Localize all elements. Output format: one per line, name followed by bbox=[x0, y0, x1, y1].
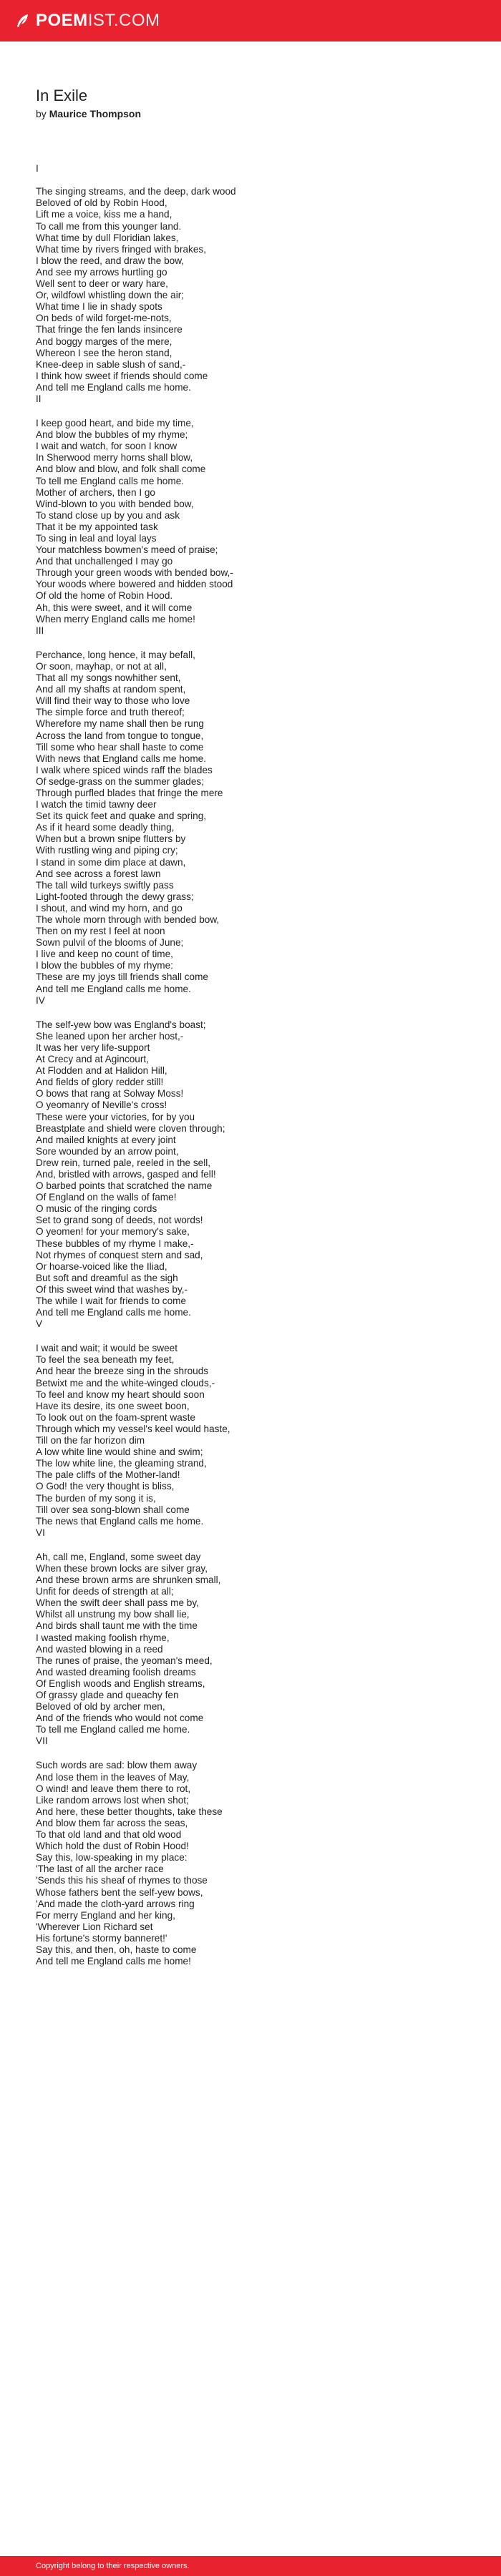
poem-line: Till on the far horizon dim bbox=[36, 1435, 145, 1446]
poem-line: O wind! and leave them there to rot, bbox=[36, 1783, 191, 1794]
poem-line: Or soon, mayhap, or not at all, bbox=[36, 660, 167, 672]
poem-line: A low white line would shine and swim; bbox=[36, 1446, 203, 1458]
poem-line: Of England on the walls of fame! bbox=[36, 1192, 177, 1203]
poem-line: The self-yew bow was England's boast; bbox=[36, 1019, 206, 1030]
poem-line: Perchance, long hence, it may befall, bbox=[36, 649, 195, 660]
poem-line: With rustling wing and piping cry; bbox=[36, 845, 178, 856]
poem-line: Light-footed through the dewy grass; bbox=[36, 891, 194, 902]
poem-line: And boggy marges of the mere, bbox=[36, 336, 172, 347]
poem-line: These were your victories, for by you bbox=[36, 1111, 195, 1122]
poem-line: And, bristled with arrows, gasped and fell! bbox=[36, 1168, 216, 1180]
poem-line: But soft and dreamful as the sigh bbox=[36, 1272, 178, 1283]
poem-line: The while I wait for friends to come bbox=[36, 1296, 187, 1306]
poem-line: The singing streams, and the deep, dark wood bbox=[36, 186, 236, 197]
poem-line: Whereon I see the heron stand, bbox=[36, 347, 172, 358]
poem-line: Then on my rest I feel at noon bbox=[36, 926, 165, 937]
poem-line: And tell me England calls me home. bbox=[36, 983, 191, 994]
poem-line: And birds shall taunt me with the time bbox=[36, 1620, 198, 1632]
poem-line: And see my arrows hurtling go bbox=[36, 266, 167, 278]
poem-line: I blow the bubbles of my rhyme: bbox=[36, 960, 173, 971]
poem-stanza bbox=[36, 1552, 480, 1748]
poem-line: To tell me England called me home. bbox=[36, 1724, 190, 1735]
poem-line: Breastplate and shield were cloven through; bbox=[36, 1122, 225, 1134]
poem-line: 'Wherever Lion Richard set bbox=[36, 1921, 153, 1932]
poem-line: Have its desire, its one sweet boon, bbox=[36, 1400, 190, 1411]
poem-line: To that old land and that old wood bbox=[36, 1829, 182, 1841]
poem-line: O yeomen! for your memory's sake, bbox=[36, 1226, 190, 1238]
author-link[interactable]: Maurice Thompson bbox=[49, 108, 142, 119]
poem-line: Whilst all unstrung my bow shall lie, bbox=[36, 1609, 190, 1620]
poem-line: IV bbox=[36, 994, 45, 1006]
poem-line: The low white line, the gleaming strand, bbox=[36, 1458, 207, 1469]
poem-line: And mailed knights at every joint bbox=[36, 1134, 176, 1145]
poem-line: I watch the timid tawny deer bbox=[36, 799, 157, 810]
poem-line: To sing in leal and loyal lays bbox=[36, 533, 157, 544]
poem-line: I blow the reed, and draw the bow, bbox=[36, 255, 185, 266]
poem-line: Through purfled blades that fringe the mere bbox=[36, 787, 223, 798]
poem-line: Will find their way to those who love bbox=[36, 695, 190, 707]
poem-line: Of English woods and English streams, bbox=[36, 1678, 205, 1689]
poem-line: VI bbox=[36, 1527, 45, 1538]
poem-line: Well sent to deer or wary hare, bbox=[36, 278, 168, 290]
poem-line: O barbed points that scratched the name bbox=[36, 1180, 213, 1192]
poem-line: Beloved of old by Robin Hood, bbox=[36, 197, 167, 209]
poem-line: To call me from this younger land. bbox=[36, 220, 182, 232]
poem-line: That fringe the fen lands insincere bbox=[36, 324, 183, 336]
poem-line: To stand close up by you and ask bbox=[36, 509, 180, 521]
poem-line: I walk where spiced winds raff the blades bbox=[36, 764, 213, 775]
quill-icon bbox=[14, 13, 30, 29]
poem-line: Which hold the dust of Robin Hood! bbox=[36, 1841, 189, 1852]
poem-line: At Flodden and at Halidon Hill, bbox=[36, 1065, 167, 1077]
poem-line: And tell me England calls me home! bbox=[36, 1956, 191, 1967]
poem-content bbox=[36, 86, 480, 1980]
poem-line: Say this, low-speaking in my place: bbox=[36, 1852, 188, 1864]
poem-line: Till some who hear shall haste to come bbox=[36, 741, 204, 753]
poem-line: And here, these better thoughts, take these bbox=[36, 1806, 223, 1817]
poem-line: Mother of archers, then I go bbox=[36, 486, 155, 498]
poem-line: Lift me a voice, kiss me a hand, bbox=[36, 209, 172, 220]
poem-line: O bows that rang at Solway Moss! bbox=[36, 1088, 184, 1100]
byline bbox=[36, 107, 480, 120]
poem-line: And fields of glory redder still! bbox=[36, 1077, 164, 1088]
poem-line: II bbox=[36, 393, 42, 404]
poem-line: Beloved of old by archer men, bbox=[36, 1701, 165, 1713]
poem-line: When but a brown snipe flutters by bbox=[36, 833, 186, 845]
poem-line: I bbox=[36, 163, 39, 175]
poem-line: I stand in some dim place at dawn, bbox=[36, 856, 186, 868]
poem-line: 'Sends this his sheaf of rhymes to those bbox=[36, 1875, 208, 1886]
poem-line: These bubbles of my rhyme I make,- bbox=[36, 1238, 194, 1249]
poem-stanza bbox=[36, 418, 480, 637]
poem-line: The news that England calls me home. bbox=[36, 1515, 204, 1527]
poem-line: That it be my appointed task bbox=[36, 521, 158, 532]
poem-line bbox=[36, 175, 480, 186]
poem-stanza bbox=[36, 1019, 480, 1331]
poem-line: Betwixt me and the white-winged clouds,- bbox=[36, 1377, 215, 1389]
logo-text-light: IST.COM bbox=[87, 11, 160, 30]
poem-line: Your matchless bowmen's meed of praise; bbox=[36, 544, 218, 556]
poem-line: Of this sweet wind that washes by,- bbox=[36, 1283, 188, 1295]
poem-line: To look out on the foam-sprent waste bbox=[36, 1411, 195, 1423]
poem-line: The whole morn through with bended bow, bbox=[36, 914, 220, 925]
poem-line: Through which my vessel's keel would haste, bbox=[36, 1423, 230, 1434]
logo-text-bold: POEM bbox=[36, 11, 88, 30]
poem-line: It was her very life-support bbox=[36, 1042, 150, 1053]
poem-line: To feel and know my heart should soon bbox=[36, 1389, 205, 1400]
poem-line: These are my joys till friends shall come bbox=[36, 971, 208, 983]
poem-line: At Crecy and at Agincourt, bbox=[36, 1054, 149, 1065]
poem-line: And blow them far across the seas, bbox=[36, 1817, 188, 1828]
poem-title: In Exile bbox=[36, 87, 88, 104]
poem-line: Drew rein, turned pale, reeled in the sell, bbox=[36, 1157, 211, 1168]
poem-line: Like random arrows lost when shot; bbox=[36, 1794, 189, 1806]
poem-line: In Sherwood merry horns shall blow, bbox=[36, 452, 193, 464]
poem-line: Of sedge-grass on the summer glades; bbox=[36, 775, 204, 787]
poem-line: I think how sweet if friends should come bbox=[36, 370, 208, 381]
poem-line: Set to grand song of deeds, not words! bbox=[36, 1215, 203, 1226]
poem-line: And blow and blow, and folk shall come bbox=[36, 464, 206, 475]
poem-line: Of old the home of Robin Hood. bbox=[36, 590, 173, 602]
poem-line: I keep good heart, and bide my time, bbox=[36, 418, 194, 429]
poem-line: And that unchallenged I may go bbox=[36, 556, 173, 567]
poem-line: I live and keep no count of time, bbox=[36, 949, 173, 960]
poem-line: III bbox=[36, 625, 44, 636]
poem-line: O music of the ringing cords bbox=[36, 1203, 157, 1215]
poem-line: As if it heard some deadly thing, bbox=[36, 822, 175, 833]
poem-line: The runes of praise, the yeoman's meed, bbox=[36, 1655, 213, 1666]
poem-line: Across the land from tongue to tongue, bbox=[36, 730, 204, 741]
poem-line: What time by dull Floridian lakes, bbox=[36, 232, 179, 243]
poem-line: Or hoarse-voiced like the Iliad, bbox=[36, 1260, 167, 1272]
poem-stanza bbox=[36, 650, 480, 1007]
poem-line: Such words are sad: blow them away bbox=[36, 1760, 198, 1771]
poem-line: Ah, call me, England, some sweet day bbox=[36, 1551, 201, 1562]
poem-stanza bbox=[36, 152, 480, 405]
poem-line: VII bbox=[36, 1735, 48, 1747]
poem-line: And tell me England calls me home. bbox=[36, 381, 191, 393]
poem-line: With news that England calls me home. bbox=[36, 753, 207, 764]
poem-body bbox=[36, 152, 480, 1967]
poem-line: And of the friends who would not come bbox=[36, 1713, 204, 1724]
poem-line: When the swift deer shall pass me by, bbox=[36, 1597, 199, 1609]
poem-line: Sown pulvil of the blooms of June; bbox=[36, 937, 184, 949]
poem-line: On beds of wild forget-me-nots, bbox=[36, 313, 172, 324]
poem-stanza bbox=[36, 1760, 480, 1967]
poem-line: The tall wild turkeys swiftly pass bbox=[36, 879, 174, 891]
poem-line: The simple force and truth thereof; bbox=[36, 707, 185, 718]
poem-line: Not rhymes of conquest stern and sad, bbox=[36, 1249, 203, 1260]
poem-line: The pale cliffs of the Mother-land! bbox=[36, 1469, 180, 1481]
site-logo[interactable] bbox=[14, 11, 160, 31]
poem-line: And hear the breeze sing in the shrouds bbox=[36, 1366, 209, 1377]
poem-line: Sore wounded by an arrow point, bbox=[36, 1145, 179, 1157]
poem-line: V bbox=[36, 1318, 43, 1330]
poem-line: And lose them in the leaves of May, bbox=[36, 1771, 190, 1783]
poem-line: 'The last of all the archer race bbox=[36, 1864, 164, 1875]
poem-line: Or, wildfowl whistling down the air; bbox=[36, 290, 185, 301]
top-bar bbox=[0, 0, 501, 41]
poem-line: I wait and wait; it would be sweet bbox=[36, 1343, 177, 1354]
poem-line: Say this, and then, oh, haste to come bbox=[36, 1944, 197, 1955]
poem-line: And these brown arms are shrunken small, bbox=[36, 1575, 221, 1586]
poem-line: To feel the sea beneath my feet, bbox=[36, 1354, 175, 1366]
poem-line: Unfit for deeds of strength at all; bbox=[36, 1586, 174, 1597]
poem-line: Wherefore my name shall then be rung bbox=[36, 718, 204, 730]
poem-line: And blow the bubbles of my rhyme; bbox=[36, 429, 188, 441]
poem-line: Wind-blown to you with bended bow, bbox=[36, 498, 194, 509]
poem-line: When merry England calls me home! bbox=[36, 613, 195, 625]
poem-line: That all my songs nowhither sent, bbox=[36, 672, 181, 684]
footer-bar bbox=[0, 2556, 501, 2576]
footer-copyright: Copyright belong to their respective owners. bbox=[36, 2562, 190, 2570]
poem-line: When these brown locks are silver gray, bbox=[36, 1562, 208, 1574]
poem-line bbox=[36, 152, 480, 163]
poem-line: His fortune's stormy banneret!' bbox=[36, 1932, 167, 1944]
poem-line: And tell me England calls me home. bbox=[36, 1307, 191, 1318]
poem-line: I wait and watch, for soon I know bbox=[36, 441, 177, 452]
poem-line: And all my shafts at random spent, bbox=[36, 684, 186, 695]
poem-line: Ah, this were sweet, and it will come bbox=[36, 602, 193, 613]
poem-line: Your woods where bowered and hidden stood bbox=[36, 579, 233, 590]
poem-line: I wasted making foolish rhyme, bbox=[36, 1632, 170, 1643]
poem-line: And see across a forest lawn bbox=[36, 868, 161, 879]
poem-line: 'And made the cloth-yard arrows ring bbox=[36, 1898, 195, 1909]
poem-line: O God! the very thought is bliss, bbox=[36, 1481, 175, 1492]
poem-line: What time I lie in shady spots bbox=[36, 301, 162, 313]
by-label: by bbox=[36, 108, 47, 119]
poem-line: The burden of my song it is, bbox=[36, 1492, 156, 1504]
poem-line: Whose fathers bent the self-yew bows, bbox=[36, 1886, 203, 1898]
poem-line: For merry England and her king, bbox=[36, 1909, 175, 1921]
poem-line: Through your green woods with bended bow,- bbox=[36, 567, 233, 579]
poem-line: And wasted dreaming foolish dreams bbox=[36, 1666, 196, 1678]
poem-line: Set its quick feet and quake and spring, bbox=[36, 810, 207, 822]
poem-line: She leaned upon her archer host,- bbox=[36, 1030, 184, 1042]
logo-text bbox=[36, 11, 160, 31]
poem-line: And wasted blowing in a reed bbox=[36, 1643, 163, 1655]
poem-line: Till over sea song-blown shall come bbox=[36, 1504, 190, 1515]
poem-line: What time by rivers fringed with brakes, bbox=[36, 243, 206, 255]
poem-line: O yeomanry of Neville's cross! bbox=[36, 1100, 167, 1111]
poem-line: Knee-deep in sable slush of sand,- bbox=[36, 358, 186, 370]
poem-line: To tell me England calls me home. bbox=[36, 475, 185, 486]
poem-line: Of grassy glade and queachy fen bbox=[36, 1690, 179, 1700]
poem-stanza bbox=[36, 1343, 480, 1539]
poem-line: I shout, and wind my horn, and go bbox=[36, 902, 183, 914]
